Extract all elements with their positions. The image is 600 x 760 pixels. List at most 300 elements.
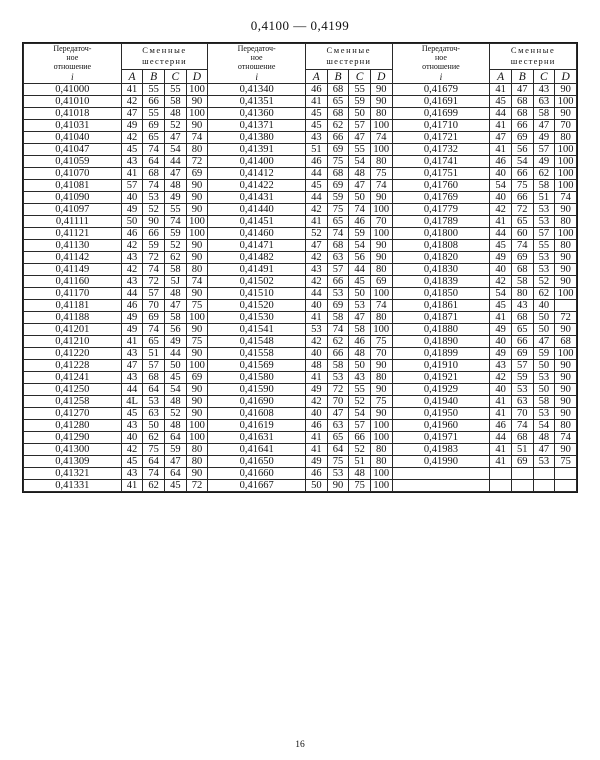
cell-ratio: 0,41861	[392, 300, 490, 312]
cell-gear-a: 52	[306, 228, 328, 240]
table-row	[24, 132, 577, 144]
cell-gear-b: 68	[327, 240, 349, 252]
cell-gear-a: 42	[490, 372, 512, 384]
cell-gear-a: 42	[306, 252, 328, 264]
cell-gear-a: 42	[121, 132, 143, 144]
ratio-header-line2: ное	[434, 53, 447, 63]
cell-gear-d: 80	[370, 372, 392, 384]
cell-ratio: 0,41121	[24, 228, 122, 240]
table-row	[24, 348, 577, 360]
cell-gear-b: 64	[143, 456, 165, 468]
table-row	[24, 96, 577, 108]
table-row	[24, 372, 577, 384]
cell-gear-a	[490, 480, 512, 492]
cell-gear-d: 69	[186, 168, 208, 180]
cell-gear-b: 74	[327, 324, 349, 336]
cell-ratio: 0,41360	[208, 108, 306, 120]
cell-gear-c: 57	[349, 420, 371, 432]
table-row	[24, 288, 577, 300]
cell-gear-c: 58	[165, 96, 187, 108]
cell-ratio: 0,41380	[208, 132, 306, 144]
cell-gear-b: 65	[143, 336, 165, 348]
cell-gear-b: 65	[511, 324, 533, 336]
cell-gear-c: 55	[533, 240, 555, 252]
cell-gear-c: 48	[349, 168, 371, 180]
cell-ratio: 0,41530	[208, 312, 306, 324]
cell-gear-c: 51	[533, 192, 555, 204]
cell-gear-a: 47	[306, 240, 328, 252]
cell-gear-d: 80	[370, 264, 392, 276]
cell-gear-d: 75	[370, 396, 392, 408]
cell-ratio: 0,41188	[24, 312, 122, 324]
cell-gear-c: 62	[533, 288, 555, 300]
cell-gear-c: 47	[349, 132, 371, 144]
cell-gear-b: 75	[327, 204, 349, 216]
cell-gear-b: 43	[511, 300, 533, 312]
cell-gear-b: 80	[511, 288, 533, 300]
cell-gear-d: 90	[370, 384, 392, 396]
cell-gear-b: 65	[143, 132, 165, 144]
ratio-header-2	[208, 44, 306, 84]
cell-ratio: 0,41871	[392, 312, 490, 324]
cell-gear-d: 75	[186, 336, 208, 348]
cell-ratio: 0,41142	[24, 252, 122, 264]
cell-gear-d: 100	[186, 84, 208, 96]
ratio-header-symbol: i	[439, 72, 443, 83]
cell-gear-c: 43	[349, 372, 371, 384]
cell-ratio: 0,41921	[392, 372, 490, 384]
cell-gear-d: 80	[370, 312, 392, 324]
cell-ratio: 0,41660	[208, 468, 306, 480]
cell-gear-a: 47	[121, 108, 143, 120]
cell-gear-d: 90	[186, 384, 208, 396]
cell-gear-c: 46	[349, 216, 371, 228]
cell-gear-d: 80	[186, 456, 208, 468]
cell-gear-b: 74	[143, 264, 165, 276]
cell-gear-d: 90	[186, 288, 208, 300]
cell-gear-c: 54	[349, 408, 371, 420]
cell-gear-d: 72	[186, 480, 208, 492]
gear-letter-c: C	[349, 69, 371, 84]
cell-gear-d: 90	[370, 360, 392, 372]
cell-gear-b: 58	[327, 360, 349, 372]
cell-gear-c: 59	[533, 348, 555, 360]
cell-gear-c: 48	[533, 432, 555, 444]
cell-gear-a: 41	[306, 372, 328, 384]
gears-header-1	[121, 44, 208, 70]
cell-ratio: 0,41210	[24, 336, 122, 348]
cell-gear-d: 90	[555, 444, 577, 456]
cell-gear-b: 66	[327, 348, 349, 360]
cell-gear-b: 69	[327, 144, 349, 156]
cell-ratio: 0,41850	[392, 288, 490, 300]
cell-gear-c: 74	[349, 204, 371, 216]
cell-gear-d: 90	[186, 324, 208, 336]
cell-ratio: 0,41690	[208, 396, 306, 408]
cell-gear-c: 47	[533, 120, 555, 132]
cell-gear-b: 57	[143, 360, 165, 372]
cell-gear-d: 100	[555, 144, 577, 156]
cell-ratio: 0,41440	[208, 204, 306, 216]
cell-gear-c: 51	[349, 456, 371, 468]
cell-gear-a: 42	[121, 444, 143, 456]
cell-gear-d: 100	[370, 480, 392, 492]
cell-ratio: 0,41018	[24, 108, 122, 120]
cell-gear-c: 48	[165, 420, 187, 432]
cell-ratio: 0,41040	[24, 132, 122, 144]
cell-gear-d: 100	[370, 204, 392, 216]
cell-gear-a: 40	[490, 192, 512, 204]
cell-gear-a: 41	[121, 336, 143, 348]
table-row	[24, 264, 577, 276]
cell-gear-d: 70	[555, 120, 577, 132]
cell-gear-d: 90	[186, 180, 208, 192]
cell-gear-b: 69	[511, 348, 533, 360]
table-row	[24, 192, 577, 204]
page-number: 16	[295, 740, 305, 750]
cell-ratio: 0,41422	[208, 180, 306, 192]
cell-gear-c: 57	[533, 228, 555, 240]
cell-gear-d: 69	[186, 372, 208, 384]
cell-gear-a: 42	[121, 264, 143, 276]
cell-gear-a: 45	[306, 108, 328, 120]
cell-gear-b: 63	[327, 420, 349, 432]
cell-gear-a: 44	[121, 288, 143, 300]
cell-gear-b: 64	[327, 444, 349, 456]
cell-gear-d: 80	[370, 156, 392, 168]
cell-gear-d: 90	[555, 408, 577, 420]
cell-gear-a: 41	[490, 84, 512, 96]
cell-gear-d: 90	[555, 204, 577, 216]
cell-gear-d: 90	[186, 240, 208, 252]
table-row	[24, 276, 577, 288]
cell-gear-c: 47	[165, 456, 187, 468]
cell-gear-a: 40	[121, 192, 143, 204]
table-row	[24, 228, 577, 240]
cell-gear-c: 52	[533, 276, 555, 288]
cell-gear-b: 68	[327, 168, 349, 180]
cell-gear-a: 45	[121, 144, 143, 156]
cell-gear-a: 50	[306, 480, 328, 492]
cell-gear-b: 69	[327, 180, 349, 192]
cell-gear-b: 69	[327, 300, 349, 312]
cell-gear-d: 72	[186, 156, 208, 168]
gears-header-line2: шестерни	[142, 56, 187, 67]
cell-gear-c: 56	[165, 324, 187, 336]
cell-gear-c: 62	[165, 252, 187, 264]
cell-gear-b	[511, 468, 533, 480]
table-body	[24, 84, 577, 492]
cell-gear-a	[490, 468, 512, 480]
cell-ratio: 0,41491	[208, 264, 306, 276]
cell-gear-d: 100	[555, 168, 577, 180]
cell-gear-a: 41	[490, 396, 512, 408]
cell-gear-d: 100	[555, 348, 577, 360]
cell-gear-a: 47	[490, 132, 512, 144]
cell-ratio: 0,41760	[392, 180, 490, 192]
cell-gear-b: 70	[511, 408, 533, 420]
cell-gear-b: 58	[511, 276, 533, 288]
cell-gear-b: 90	[143, 216, 165, 228]
cell-gear-b: 72	[143, 252, 165, 264]
table-row	[24, 312, 577, 324]
gears-header-line2: шестерни	[326, 56, 372, 67]
cell-gear-d: 100	[186, 312, 208, 324]
ratio-header-symbol: i	[255, 72, 258, 83]
table-row	[24, 324, 577, 336]
cell-gear-a: 41	[121, 480, 143, 492]
cell-gear-d: 72	[555, 312, 577, 324]
cell-gear-d: 90	[555, 84, 577, 96]
cell-gear-a: 43	[490, 360, 512, 372]
cell-gear-a: 43	[121, 372, 143, 384]
cell-gear-c: 59	[349, 228, 371, 240]
table-row	[24, 120, 577, 132]
gears-header-3	[490, 44, 577, 70]
cell-gear-a: 42	[306, 204, 328, 216]
cell-gear-c: 55	[165, 84, 187, 96]
cell-gear-c: 46	[349, 336, 371, 348]
cell-gear-c: 48	[165, 180, 187, 192]
cell-gear-d: 75	[555, 456, 577, 468]
cell-ratio: 0,41971	[392, 432, 490, 444]
cell-gear-d: 100	[370, 420, 392, 432]
cell-gear-c: 52	[165, 240, 187, 252]
cell-gear-c: 53	[533, 204, 555, 216]
cell-gear-c: 45	[165, 480, 187, 492]
cell-gear-b: 74	[327, 228, 349, 240]
cell-gear-c: 49	[165, 336, 187, 348]
cell-gear-d: 74	[370, 180, 392, 192]
cell-gear-a: 45	[490, 96, 512, 108]
cell-gear-c: 59	[349, 96, 371, 108]
cell-ratio: 0,41170	[24, 288, 122, 300]
cell-ratio: 0,41983	[392, 444, 490, 456]
cell-gear-a: 44	[490, 432, 512, 444]
gear-letter-d: D	[370, 69, 392, 84]
cell-gear-d: 100	[370, 288, 392, 300]
cell-ratio: 0,41839	[392, 276, 490, 288]
cell-gear-a: 41	[490, 408, 512, 420]
cell-gear-b: 63	[327, 252, 349, 264]
cell-gear-c: 47	[349, 312, 371, 324]
cell-gear-d: 90	[555, 264, 577, 276]
cell-ratio: 0,41650	[208, 456, 306, 468]
cell-gear-d: 90	[370, 192, 392, 204]
table-row	[24, 468, 577, 480]
cell-gear-c: 56	[349, 252, 371, 264]
cell-gear-b: 53	[327, 288, 349, 300]
cell-gear-a: 40	[490, 168, 512, 180]
cell-gear-c: 52	[349, 396, 371, 408]
cell-ratio: 0,41641	[208, 444, 306, 456]
gear-ratio-table-container	[22, 42, 578, 493]
cell-gear-b: 70	[143, 300, 165, 312]
cell-ratio: 0,41608	[208, 408, 306, 420]
cell-gear-d: 100	[186, 360, 208, 372]
cell-gear-b: 66	[511, 120, 533, 132]
gear-letter-d: D	[186, 69, 208, 84]
cell-gear-a: 49	[490, 348, 512, 360]
cell-gear-c	[533, 468, 555, 480]
cell-gear-c: 74	[165, 216, 187, 228]
cell-ratio: 0,41910	[392, 360, 490, 372]
cell-gear-b: 70	[327, 396, 349, 408]
cell-ratio: 0,41431	[208, 192, 306, 204]
cell-gear-b: 58	[327, 312, 349, 324]
cell-gear-b: 75	[143, 444, 165, 456]
cell-gear-d: 90	[370, 240, 392, 252]
cell-gear-b: 64	[143, 156, 165, 168]
cell-gear-d: 100	[370, 432, 392, 444]
cell-gear-d: 90	[186, 120, 208, 132]
cell-ratio: 0,41290	[24, 432, 122, 444]
cell-gear-b: 69	[511, 252, 533, 264]
cell-gear-a: 41	[121, 84, 143, 96]
cell-gear-c: 45	[165, 372, 187, 384]
cell-gear-c: 55	[349, 144, 371, 156]
cell-gear-b: 54	[511, 156, 533, 168]
cell-gear-b: 72	[511, 204, 533, 216]
gears-header-line1: Сменные	[142, 45, 187, 56]
cell-gear-c: 52	[349, 444, 371, 456]
cell-gear-a: 41	[490, 144, 512, 156]
cell-gear-b: 74	[143, 180, 165, 192]
gear-letter-a: A	[306, 69, 328, 84]
cell-ratio: 0,41130	[24, 240, 122, 252]
table-row	[24, 144, 577, 156]
cell-gear-a: 45	[121, 456, 143, 468]
gear-ratio-table	[23, 43, 577, 492]
cell-gear-a: 44	[306, 288, 328, 300]
cell-gear-b: 57	[143, 288, 165, 300]
gears-header-line2: шестерни	[510, 56, 556, 67]
cell-gear-d: 80	[370, 444, 392, 456]
cell-gear-a: 49	[121, 324, 143, 336]
cell-ratio: 0,41340	[208, 84, 306, 96]
ratio-header-line1: Передаточ-	[421, 44, 460, 53]
cell-gear-d: 80	[555, 132, 577, 144]
cell-gear-b: 65	[511, 216, 533, 228]
cell-gear-c: 57	[349, 120, 371, 132]
cell-gear-c: 50	[533, 324, 555, 336]
cell-ratio: 0,41451	[208, 216, 306, 228]
cell-gear-a: 42	[121, 240, 143, 252]
cell-gear-c: 53	[533, 252, 555, 264]
cell-gear-c: 48	[349, 348, 371, 360]
cell-gear-c: 53	[533, 216, 555, 228]
cell-ratio: 0,41220	[24, 348, 122, 360]
cell-gear-c: 64	[165, 468, 187, 480]
cell-gear-d: 80	[370, 456, 392, 468]
cell-ratio: 0,41400	[208, 156, 306, 168]
cell-gear-d: 100	[186, 432, 208, 444]
cell-gear-b: 68	[511, 108, 533, 120]
cell-ratio: 0,41081	[24, 180, 122, 192]
table-row	[24, 432, 577, 444]
cell-gear-d: 74	[370, 132, 392, 144]
cell-gear-b: 47	[511, 84, 533, 96]
table-row	[24, 336, 577, 348]
cell-gear-b: 66	[511, 192, 533, 204]
cell-gear-a: 40	[490, 264, 512, 276]
cell-gear-b: 66	[143, 228, 165, 240]
cell-gear-c: 54	[349, 240, 371, 252]
cell-gear-d: 69	[370, 276, 392, 288]
cell-gear-c: 54	[533, 420, 555, 432]
page-title: 0,4100 — 0,4199	[250, 18, 350, 33]
cell-gear-b: 57	[511, 360, 533, 372]
cell-gear-c: 40	[533, 300, 555, 312]
cell-gear-a: 44	[306, 168, 328, 180]
ratio-header-line1: Передаточ-	[237, 44, 276, 53]
cell-gear-b: 57	[327, 264, 349, 276]
cell-gear-b: 65	[327, 96, 349, 108]
cell-gear-c: 58	[165, 312, 187, 324]
cell-gear-c: 48	[165, 288, 187, 300]
cell-gear-b: 65	[327, 216, 349, 228]
cell-gear-c: 5J	[165, 276, 187, 288]
cell-gear-d: 90	[186, 192, 208, 204]
cell-ratio: 0,41031	[24, 120, 122, 132]
cell-gear-b: 68	[143, 372, 165, 384]
cell-ratio: 0,41940	[392, 396, 490, 408]
cell-gear-a: 49	[306, 384, 328, 396]
cell-gear-c: 48	[349, 468, 371, 480]
cell-gear-c: 53	[533, 372, 555, 384]
cell-gear-a: 42	[121, 96, 143, 108]
cell-ratio: 0,41258	[24, 396, 122, 408]
cell-ratio: 0,41880	[392, 324, 490, 336]
cell-gear-a: 41	[490, 456, 512, 468]
cell-gear-d: 100	[186, 420, 208, 432]
cell-gear-b: 62	[143, 432, 165, 444]
cell-gear-a: 43	[121, 348, 143, 360]
cell-gear-d: 90	[186, 204, 208, 216]
cell-gear-a: 40	[306, 300, 328, 312]
cell-gear-d: 80	[186, 264, 208, 276]
cell-gear-c: 54	[165, 144, 187, 156]
cell-gear-a: 44	[121, 384, 143, 396]
cell-gear-c: 58	[533, 396, 555, 408]
cell-gear-b: 66	[327, 132, 349, 144]
cell-gear-b: 53	[327, 372, 349, 384]
cell-gear-d: 75	[186, 300, 208, 312]
cell-gear-c: 75	[349, 480, 371, 492]
cell-gear-c: 53	[533, 408, 555, 420]
cell-gear-c: 52	[165, 120, 187, 132]
ratio-header-line3: отношение	[422, 62, 460, 72]
cell-gear-d: 80	[555, 216, 577, 228]
table-row	[24, 408, 577, 420]
cell-gear-b: 75	[511, 180, 533, 192]
cell-ratio: 0,41250	[24, 384, 122, 396]
table-row	[24, 360, 577, 372]
cell-gear-b: 90	[327, 480, 349, 492]
cell-gear-d: 80	[370, 108, 392, 120]
cell-gear-d: 100	[555, 228, 577, 240]
cell-gear-b: 74	[143, 468, 165, 480]
cell-gear-c	[533, 480, 555, 492]
cell-gear-c: 50	[533, 312, 555, 324]
cell-ratio: 0,41097	[24, 204, 122, 216]
ratio-header-3	[392, 44, 490, 84]
cell-gear-b: 51	[511, 444, 533, 456]
cell-gear-b: 66	[143, 96, 165, 108]
table-row	[24, 456, 577, 468]
gear-letter-c: C	[165, 69, 187, 84]
table-row	[24, 84, 577, 96]
